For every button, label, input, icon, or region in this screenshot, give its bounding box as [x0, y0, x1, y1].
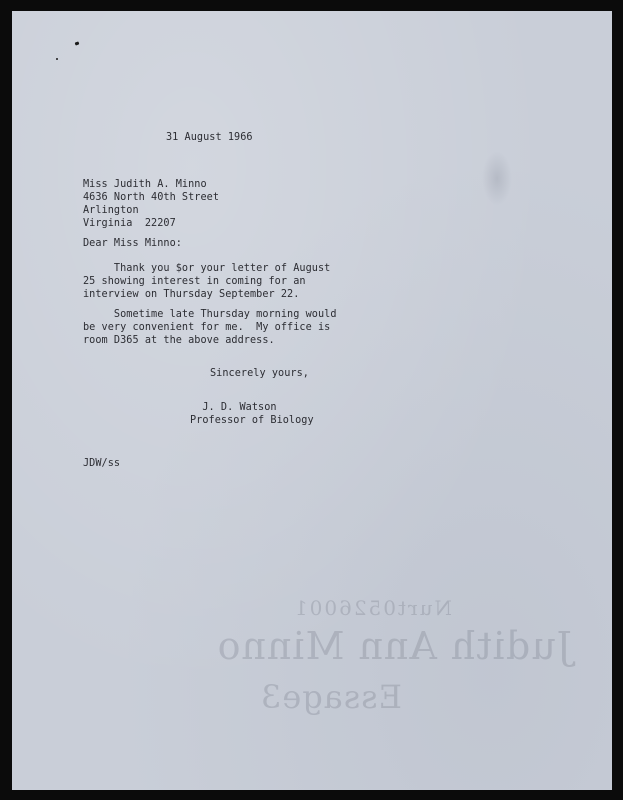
paragraph-line: Sometime late Thursday morning would — [83, 309, 337, 320]
ink-speck — [56, 58, 58, 60]
recipient-name: Miss Judith A. Minno — [83, 179, 207, 190]
paper-smudge — [482, 151, 512, 206]
paragraph-line: Thank you $or your letter of August — [83, 263, 331, 274]
reverse-side-bleed-through — [112, 596, 572, 736]
recipient-state-zip: Virginia 22207 — [83, 218, 176, 229]
complimentary-close: Sincerely yours, — [210, 368, 309, 379]
recipient-street: 4636 North 40th Street — [83, 192, 220, 203]
body-paragraph-1 — [83, 262, 330, 301]
body-paragraph-2 — [83, 308, 337, 347]
ink-speck — [75, 41, 80, 45]
recipient-city: Arlington — [83, 205, 139, 216]
salutation: Dear Miss Minno: — [83, 238, 182, 249]
paragraph-line: 25 showing interest in coming for an — [83, 276, 306, 287]
signature-block — [190, 401, 314, 427]
typist-initials: JDW/ss — [83, 458, 121, 469]
recipient-address — [83, 178, 219, 230]
letter-date: 31 August 1966 — [166, 132, 253, 143]
bleed-line: Judith Ann Minno — [216, 624, 572, 668]
signer-title: Professor of Biology — [190, 415, 314, 426]
paragraph-line: interview on Thursday September 22. — [83, 289, 300, 300]
paragraph-line: be very convenient for me. My office is — [83, 322, 331, 333]
paragraph-line: room D365 at the above address. — [83, 335, 275, 346]
signer-name: J. D. Watson — [202, 402, 277, 413]
letter-page — [12, 11, 612, 790]
bleed-line: Nurt0526001 — [292, 596, 452, 620]
bleed-line: Essage3 — [259, 678, 402, 716]
